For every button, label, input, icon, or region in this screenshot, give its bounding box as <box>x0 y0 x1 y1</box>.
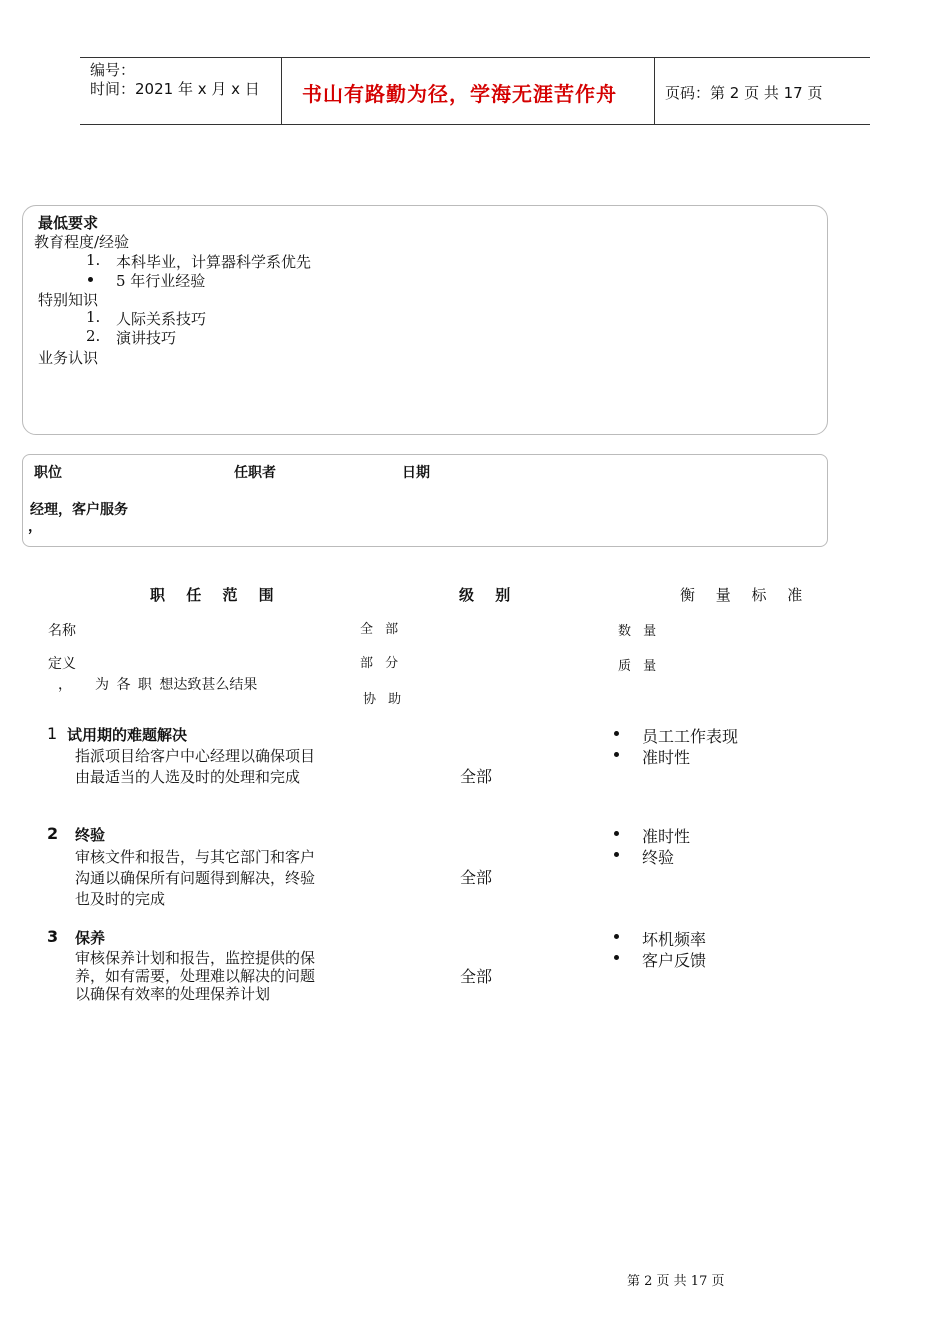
knowledge-item-2: 演讲技巧 <box>116 329 177 347</box>
row-2-desc-line-2: 沟通以确保所有问题得到解决，终验 <box>75 869 316 887</box>
header-date-label: 时间：2021 年 x 月 x 日 <box>90 80 260 98</box>
row-2-title: 终验 <box>75 826 106 844</box>
row-3-desc-line-1: 审核保养计划和报告，监控提供的保 <box>75 949 316 967</box>
knowledge-label: 特别知识 <box>38 291 99 309</box>
label-measure-quality: 质 量 <box>618 659 661 674</box>
header-motto: 书山有路勤为径，学海无涯苦作舟 <box>302 82 617 106</box>
row-3-measure-2: 客户反馈 <box>642 951 707 970</box>
row-2-measure-2-bullet <box>614 852 619 857</box>
row-2-number: 2 <box>47 824 59 843</box>
row-1-level: 全部 <box>460 767 493 786</box>
knowledge-item-2-number: 2. <box>86 327 101 345</box>
header-divider-left <box>281 57 282 124</box>
row-3-title: 保养 <box>75 929 106 947</box>
position-comma: ， <box>28 519 42 535</box>
education-item-1-number: 1. <box>86 251 101 269</box>
row-2-measure-2: 终验 <box>642 848 675 867</box>
footer-page-number: 第 2 页 共 17 页 <box>627 1274 725 1289</box>
education-item-2: 5 年行业经验 <box>116 272 206 290</box>
label-measure-qty: 数 量 <box>618 624 661 639</box>
row-2-desc-line-3: 也及时的完成 <box>75 890 166 908</box>
position-col-holder: 任职者 <box>234 465 276 481</box>
requirements-title: 最低要求 <box>38 214 99 232</box>
knowledge-item-1: 人际关系技巧 <box>116 310 207 328</box>
row-3-number: 3 <box>47 927 59 946</box>
row-1-measure-1: 员工工作表现 <box>642 727 739 746</box>
label-name: 名称 <box>48 623 76 639</box>
head-level: 级 别 <box>459 586 519 604</box>
row-3-desc-line-3: 以确保有效率的处理保养计划 <box>75 985 271 1003</box>
position-col-date: 日期 <box>402 465 430 481</box>
education-item-2-bullet <box>88 277 93 282</box>
row-2-measure-1: 准时性 <box>642 827 691 846</box>
position-value: 经理，客户服务 <box>30 502 128 518</box>
row-2-measure-1-bullet <box>614 831 619 836</box>
row-3-desc-line-2: 养，如有需要，处理难以解决的问题 <box>75 967 316 985</box>
head-scope: 职 任 范 围 <box>150 586 282 604</box>
position-col-position: 职位 <box>34 465 62 481</box>
row-1-measure-2-bullet <box>614 752 619 757</box>
label-level-part: 部 分 <box>360 656 403 671</box>
row-1-measure-1-bullet <box>614 731 619 736</box>
label-purpose: 为 各 职 想达致甚么结果 <box>95 677 258 693</box>
knowledge-item-1-number: 1. <box>86 308 101 326</box>
education-label: 教育程度/经验 <box>34 233 130 251</box>
row-1-desc-line-2: 由最适当的人选及时的处理和完成 <box>75 768 301 786</box>
label-level-assist: 协 助 <box>363 692 406 707</box>
row-1-measure-2: 准时性 <box>642 748 691 767</box>
label-purpose-comma: ， <box>58 677 72 693</box>
row-1-title: 试用期的难题解决 <box>67 726 188 744</box>
row-1-number: 1 <box>47 724 58 743</box>
row-3-level: 全部 <box>460 967 493 986</box>
head-measure: 衡 量 标 准 <box>680 586 811 604</box>
label-definition: 定义 <box>48 656 76 672</box>
header-top-rule <box>80 57 870 58</box>
header-bottom-rule <box>80 124 870 125</box>
row-2-desc-line-1: 审核文件和报告，与其它部门和客户 <box>75 848 316 866</box>
header-number-label: 编号： <box>90 61 136 79</box>
row-3-measure-2-bullet <box>614 955 619 960</box>
education-item-1: 本科毕业，计算器科学系优先 <box>116 253 312 271</box>
row-3-measure-1: 坏机频率 <box>642 930 707 949</box>
label-level-all: 全 部 <box>360 622 403 637</box>
business-label: 业务认识 <box>38 349 99 367</box>
row-1-desc-line-1: 指派项目给客户中心经理以确保项目 <box>75 747 316 765</box>
row-3-measure-1-bullet <box>614 934 619 939</box>
header-page-label: 页码：第 2 页 共 17 页 <box>665 84 823 102</box>
row-2-level: 全部 <box>460 868 493 887</box>
header-divider-right <box>654 57 655 124</box>
